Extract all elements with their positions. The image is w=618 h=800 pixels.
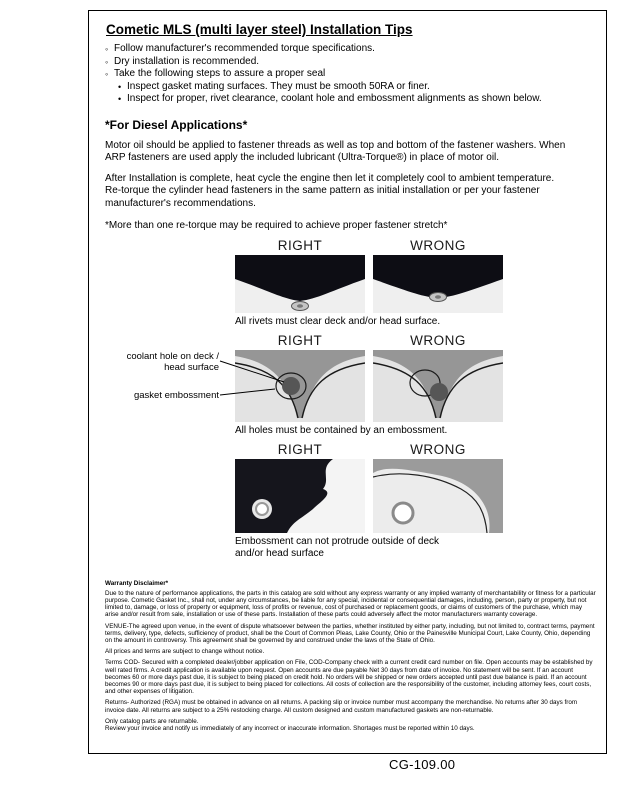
diesel-paragraph-1: Motor oil should be applied to fastener threads as well as top and bottom of the fastener washers. When ARP fasteners are used apply the included lubricant (Ultra-Torque®) in place of motor oil. [105,139,566,163]
document-number: CG-109.00 [389,757,456,772]
rivet-wrong-diagram [373,255,503,313]
bullet-icon: ◦ [105,69,109,79]
diagram-row-coolant-hole [89,333,606,437]
right-label: RIGHT [277,441,323,457]
gasket-embossment-callout: gasket embossment [133,389,219,401]
holes-caption: All holes must be contained by an embossment. [235,424,448,436]
tip-sub-item [118,93,606,106]
retorque-note: *More than one re-torque may be required to achieve proper fastener stretch* [105,220,448,231]
bullet-icon: ◦ [105,56,109,67]
tip-text: Follow manufacturer's recommended torque specifications. [114,43,375,54]
document-frame [88,10,607,754]
coolant-hole-callout: coolant hole on deck / head surface [126,350,219,373]
right-label: RIGHT [277,332,323,348]
tip-item [105,43,606,56]
rivets-caption: All rivets must clear deck and/or head surface. [235,315,441,327]
fine-print-paragraph: Review your invoice and notify us immediately of any incorrect or inaccurate information. Shortages must be reported within 10 days. [105,724,475,732]
diagram-labels [235,442,503,457]
sub-bullet-icon: • [118,81,122,92]
diagram-images [235,459,606,533]
bullet-icon: ◦ [105,44,109,54]
fine-print-paragraph: Only catalog parts are returnable. [105,717,199,725]
wrong-label: WRONG [410,441,466,457]
tip-item [105,56,606,69]
fine-print-paragraph: All prices and terms are subject to change without notice. [105,648,265,656]
tip-text: Dry installation is recommended. [114,55,260,67]
embossment-right-diagram [235,459,365,533]
tip-item [105,68,606,81]
fine-print-paragraph: Terms COD- Secured with a completed dealer/jobber application on File, COD-Company check with a current credit card number on file. Open accounts may be established by well rated firms. A credit application is available upon request. Open accounts are due payable Net 30 days from date of invoice. No statement will be sent. If an account becomes 60 or more days past due, it is subject to being placed on credit hold. No orders will be shipped or new orders accepted until past due balance is paid. If an account becomes 90 or more days past due, it is subject to being placed for collections. All costs of collection are the responsibility of the customer, including attorney fees, court costs, and other expenses of litigation. [105,659,593,696]
fine-print-paragraph: VENUE-The agreed upon venue, in the event of dispute whatsoever between the parties, whether instituted by either party, including, but not limited to, contract terms, payment terms, delivery, type, defects, sufficiency of product, shall be the Court of Common Pleas, Lake County, Ohio or the Painesville Municipal Court, Lake County, Ohio, depending on the amount in controversy. This agreement shall be governed by and construed under the laws of the State of Ohio. [105,622,595,644]
fine-print [105,580,597,733]
tip-sub-item [118,81,606,94]
diagram-labels [235,238,503,253]
diagram-images [235,255,606,313]
page-title: Cometic MLS (multi layer steel) Installation Tips [106,22,413,37]
diagram-images [235,350,606,422]
rivet-right-diagram [235,255,365,313]
diagram-row-rivets [89,238,606,328]
sub-bullet-icon: • [118,94,122,104]
diesel-paragraph-2: After Installation is complete, heat cycle the engine then let it completely cool to ambient temperature. Re-torque the cylinder head fasteners in the same pattern as initial installation or per your fastener manufacturer's recommendations. [105,172,555,209]
embossment-wrong-diagram [373,459,503,533]
diesel-applications-heading: *For Diesel Applications* [105,117,248,132]
tips-list [105,43,606,106]
protrude-caption: Embossment can not protrude outside of deck and/or head surface [235,535,440,559]
fine-print-paragraph: Returns- Authorized (RGA) must be obtained in advance on all returns. A packing slip or invoice number must accompany the merchandise. No returns after 30 days from invoice date. All returns are subject to a 25% restocking charge. All custom designed and custom manufactured gaskets are non-returnable. [105,699,578,714]
tip-text: Inspect gasket mating surfaces. They must be smooth 50RA or finer. [127,80,430,92]
coolant-hole-wrong-diagram [373,350,503,422]
wrong-label: WRONG [410,332,466,348]
tip-text: Take the following steps to assure a proper seal [114,68,326,79]
right-label: RIGHT [277,237,323,253]
coolant-hole-right-diagram [235,350,365,422]
diagram-labels [235,333,503,348]
warranty-disclaimer-heading: Warranty Disclaimer* [105,579,169,587]
diagram-row-embossment [89,442,606,560]
fine-print-paragraph: Due to the nature of performance applications, the parts in this catalog are sold without any express warranty or any implied warranty of merchantability or fitness for a particular purpose. Cometic Gasket Inc., shall not, under any circumstances, be liable for any special, incidental or consequential damages, including, person, party or property, but not limited to, damage, or loss of property or equipment, loss of profits or revenue, cost of purchased or replacement goods, or claims of customers of the purchase, which may arise and/or result from sale, installation or use of these parts. Installation of these parts could adversely affect the motor manufacturers warranty coverage. [105,589,596,619]
wrong-label: WRONG [410,237,466,253]
tip-text: Inspect for proper, rivet clearance, coolant hole and embossment alignments as shown below. [127,93,542,104]
